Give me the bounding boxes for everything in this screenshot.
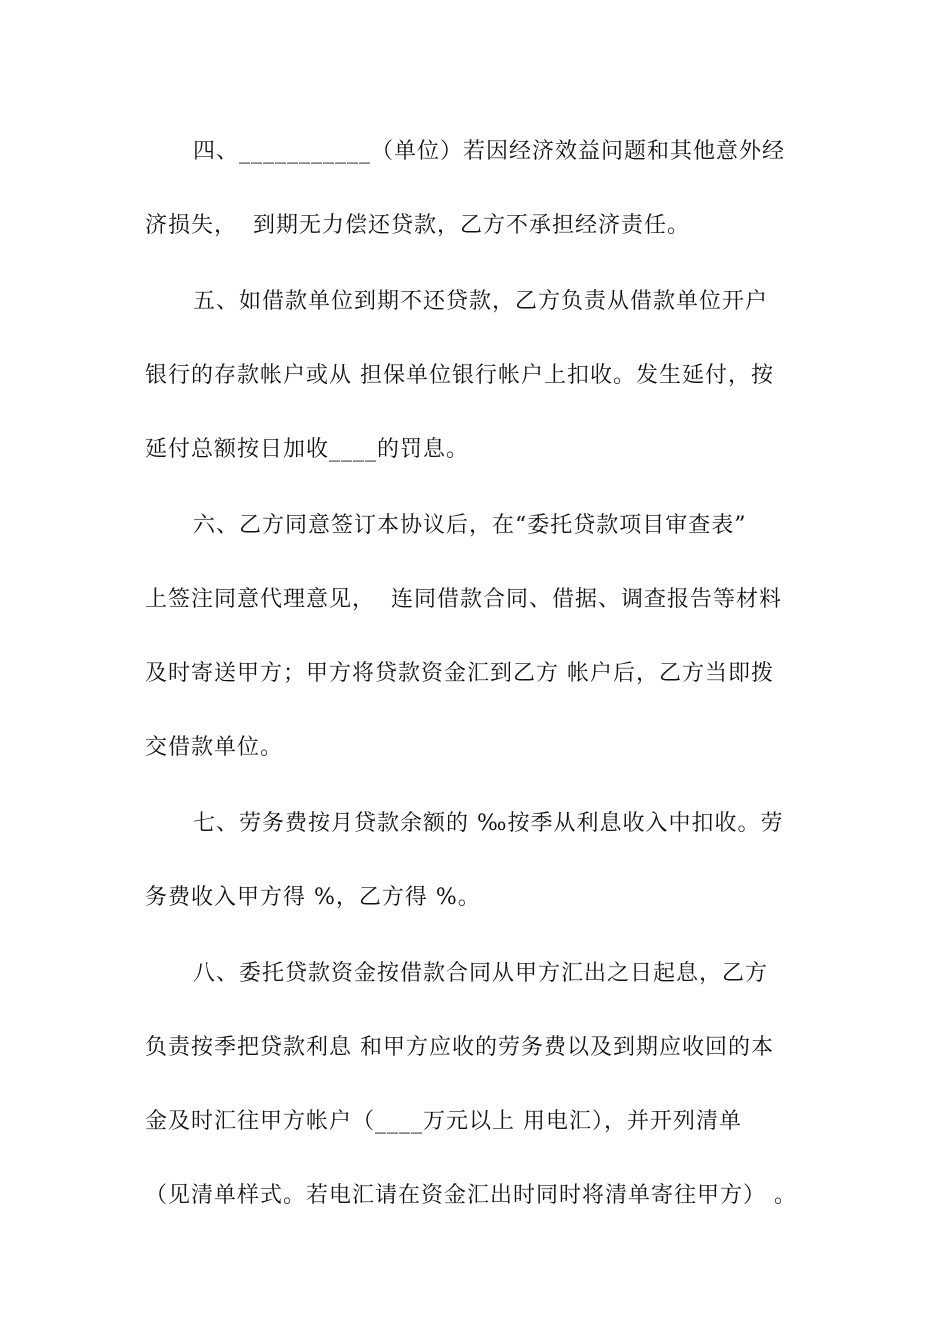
paragraph-6-line-2: 上签注同意代理意见， 连同借款合同、借据、调查报告等材料 [145,587,782,612]
paragraph-8-line-3: 金及时汇往甲方帐户（____万元以上 用电汇），并开列清单 [145,1109,742,1134]
paragraph-8-line-2: 负责按季把贷款利息 和甲方应收的劳务费以及到期应收回的本 [145,1035,774,1060]
paragraph-6-line-4: 交借款单位。 [145,735,284,760]
paragraph-8-line-4: （见清单样式。若电汇请在资金汇出时同时将清单寄往甲方） 。 [145,1183,797,1208]
paragraph-6-line-1: 六、乙方同意签订本协议后，在“委托贷款项目审查表” [193,513,747,538]
paragraph-5-line-2: 银行的存款帐户或从 担保单位银行帐户上扣收。发生延付，按 [145,363,774,388]
paragraph-8-line-1: 八、委托贷款资金按借款合同从甲方汇出之日起息，乙方 [193,961,769,986]
paragraph-7-line-1: 七、劳务费按月贷款余额的 ‰按季从利息收入中扣收。劳 [193,811,784,836]
paragraph-4-line-2: 济损失， 到期无力偿还贷款，乙方不承担经济责任。 [145,213,690,238]
paragraph-5-line-3: 延付总额按日加收____的罚息。 [145,437,470,462]
paragraph-6-line-3: 及时寄送甲方；甲方将贷款资金汇到乙方 帐户后，乙方当即拨 [145,661,774,686]
paragraph-4-line-1: 四、___________（单位）若因经济效益问题和其他意外经 [193,139,786,164]
paragraph-5-line-1: 五、如借款单位到期不还贷款，乙方负责从借款单位开户 [193,289,769,314]
paragraph-7-line-2: 务费收入甲方得 %，乙方得 %。 [145,885,481,910]
